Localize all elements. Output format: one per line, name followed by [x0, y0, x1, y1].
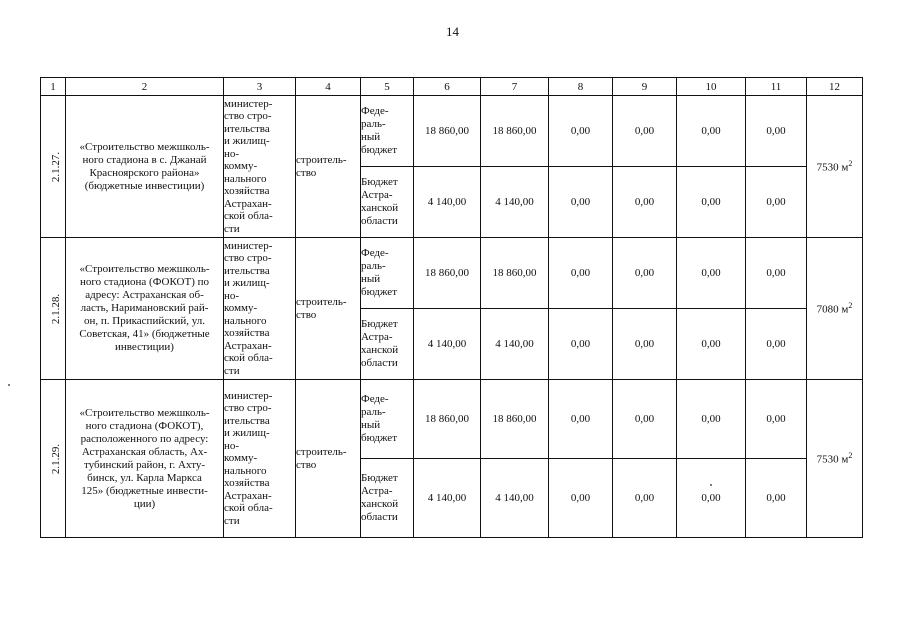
amount-cell: 0,00: [613, 309, 677, 380]
amount-cell: 0,00: [677, 309, 746, 380]
amount-cell: 18 860,00: [414, 96, 481, 167]
funding-source: Бюджет Астра- ханской области: [361, 459, 414, 538]
amount-cell: 0,00: [677, 238, 746, 309]
column-header: 4: [296, 78, 361, 96]
work-type: строитель- ство: [296, 96, 361, 238]
amount-cell: 18 860,00: [414, 238, 481, 309]
column-header: 1: [41, 78, 66, 96]
item-code: 2.1.27.: [50, 151, 63, 182]
column-header: 3: [224, 78, 296, 96]
capacity-value: 7530 м: [816, 161, 849, 174]
amount-cell: 0,00: [613, 380, 677, 459]
program-table: [40, 77, 863, 538]
amount-cell: 0,00: [746, 380, 807, 459]
amount-cell: 18 860,00: [481, 380, 549, 459]
item-code-cell: [41, 96, 66, 238]
amount-cell: 0,00: [549, 459, 613, 538]
responsible-ministry: министер- ство стро- ительства и жилищ- но- комму- нального хозяйства Астрахан- ской обла- сти: [224, 238, 296, 380]
amount-cell: 0,00: [613, 96, 677, 167]
amount-cell: 0,00: [549, 238, 613, 309]
item-code: 2.1.29.: [50, 443, 63, 474]
amount-cell: 4 140,00: [414, 167, 481, 238]
amount-cell: 0,00: [746, 96, 807, 167]
work-type: строитель- ство: [296, 238, 361, 380]
capacity-cell: [807, 238, 863, 380]
responsible-ministry: министер- ство стро- ительства и жилищ- но- комму- нального хозяйства Астрахан- ской обла- сти: [224, 96, 296, 238]
capacity-unit-exponent: 2: [848, 451, 853, 461]
amount-cell: 0,00: [746, 309, 807, 380]
capacity-value: 7080 м: [816, 303, 849, 316]
amount-cell: 18 860,00: [414, 380, 481, 459]
funding-source: Бюджет Астра- ханской области: [361, 167, 414, 238]
item-code: 2.1.28.: [50, 293, 63, 324]
capacity-unit-exponent: 2: [848, 301, 853, 311]
amount-cell: 4 140,00: [481, 167, 549, 238]
amount-cell: 0,00: [746, 459, 807, 538]
scan-speck: [8, 384, 10, 386]
amount-cell: 0,00: [677, 167, 746, 238]
responsible-ministry: министер- ство стро- ительства и жилищ- но- комму- нального хозяйства Астрахан- ской обла- сти: [224, 380, 296, 538]
page-number: 14: [446, 24, 459, 39]
item-name: «Строительство межшколь- ного стадиона (ФОКОТ) по адресу: Астраханская об- ласть, Наримановский рай- он, п. Прикаспийский, ул. Советская, 41» (бюджетные инвестиции): [66, 238, 224, 380]
amount-cell: 0,00: [549, 309, 613, 380]
capacity-value: 7530 м: [816, 453, 849, 466]
amount-cell: 0,00: [677, 459, 746, 538]
amount-cell: 0,00: [746, 167, 807, 238]
amount-cell: 4 140,00: [414, 459, 481, 538]
amount-cell: 4 140,00: [414, 309, 481, 380]
amount-cell: 4 140,00: [481, 459, 549, 538]
column-header: 7: [481, 78, 549, 96]
column-header: 11: [746, 78, 807, 96]
column-header: 9: [613, 78, 677, 96]
item-code-cell: [41, 238, 66, 380]
table-row: [41, 380, 863, 459]
funding-source: Бюджет Астра- ханской области: [361, 309, 414, 380]
column-header: 6: [414, 78, 481, 96]
amount-cell: 0,00: [549, 380, 613, 459]
column-header: 10: [677, 78, 746, 96]
capacity-unit-exponent: 2: [848, 159, 853, 169]
column-header: 12: [807, 78, 863, 96]
column-header: 8: [549, 78, 613, 96]
work-type: строитель- ство: [296, 380, 361, 538]
item-name: «Строительство межшколь- ного стадиона (ФОКОТ), расположенного по адресу: Астраханская область, Ах- тубинский район, г. Ахту- бинск, ул. Карла Маркса 125» (бюджетные инвести- ции): [66, 380, 224, 538]
amount-cell: 0,00: [613, 167, 677, 238]
amount-cell: 0,00: [549, 96, 613, 167]
amount-cell: 0,00: [549, 167, 613, 238]
header-row: [41, 78, 863, 96]
capacity-cell: [807, 96, 863, 238]
amount-cell: 0,00: [677, 96, 746, 167]
amount-cell: 4 140,00: [481, 309, 549, 380]
amount-cell: 18 860,00: [481, 238, 549, 309]
amount-cell: 0,00: [613, 238, 677, 309]
column-header: 2: [66, 78, 224, 96]
funding-source: Феде- раль- ный бюджет: [361, 380, 414, 459]
table-row: [41, 238, 863, 309]
amount-cell: 18 860,00: [481, 96, 549, 167]
amount-cell: 0,00: [746, 238, 807, 309]
table-row: [41, 96, 863, 167]
item-code-cell: [41, 380, 66, 538]
amount-cell: 0,00: [677, 380, 746, 459]
funding-source: Феде- раль- ный бюджет: [361, 96, 414, 167]
amount-cell: 0,00: [613, 459, 677, 538]
capacity-cell: [807, 380, 863, 538]
column-header: 5: [361, 78, 414, 96]
item-name: «Строительство межшколь- ного стадиона в с. Джанай Красноярского района» (бюджетные инвестиции): [66, 96, 224, 238]
funding-source: Феде- раль- ный бюджет: [361, 238, 414, 309]
